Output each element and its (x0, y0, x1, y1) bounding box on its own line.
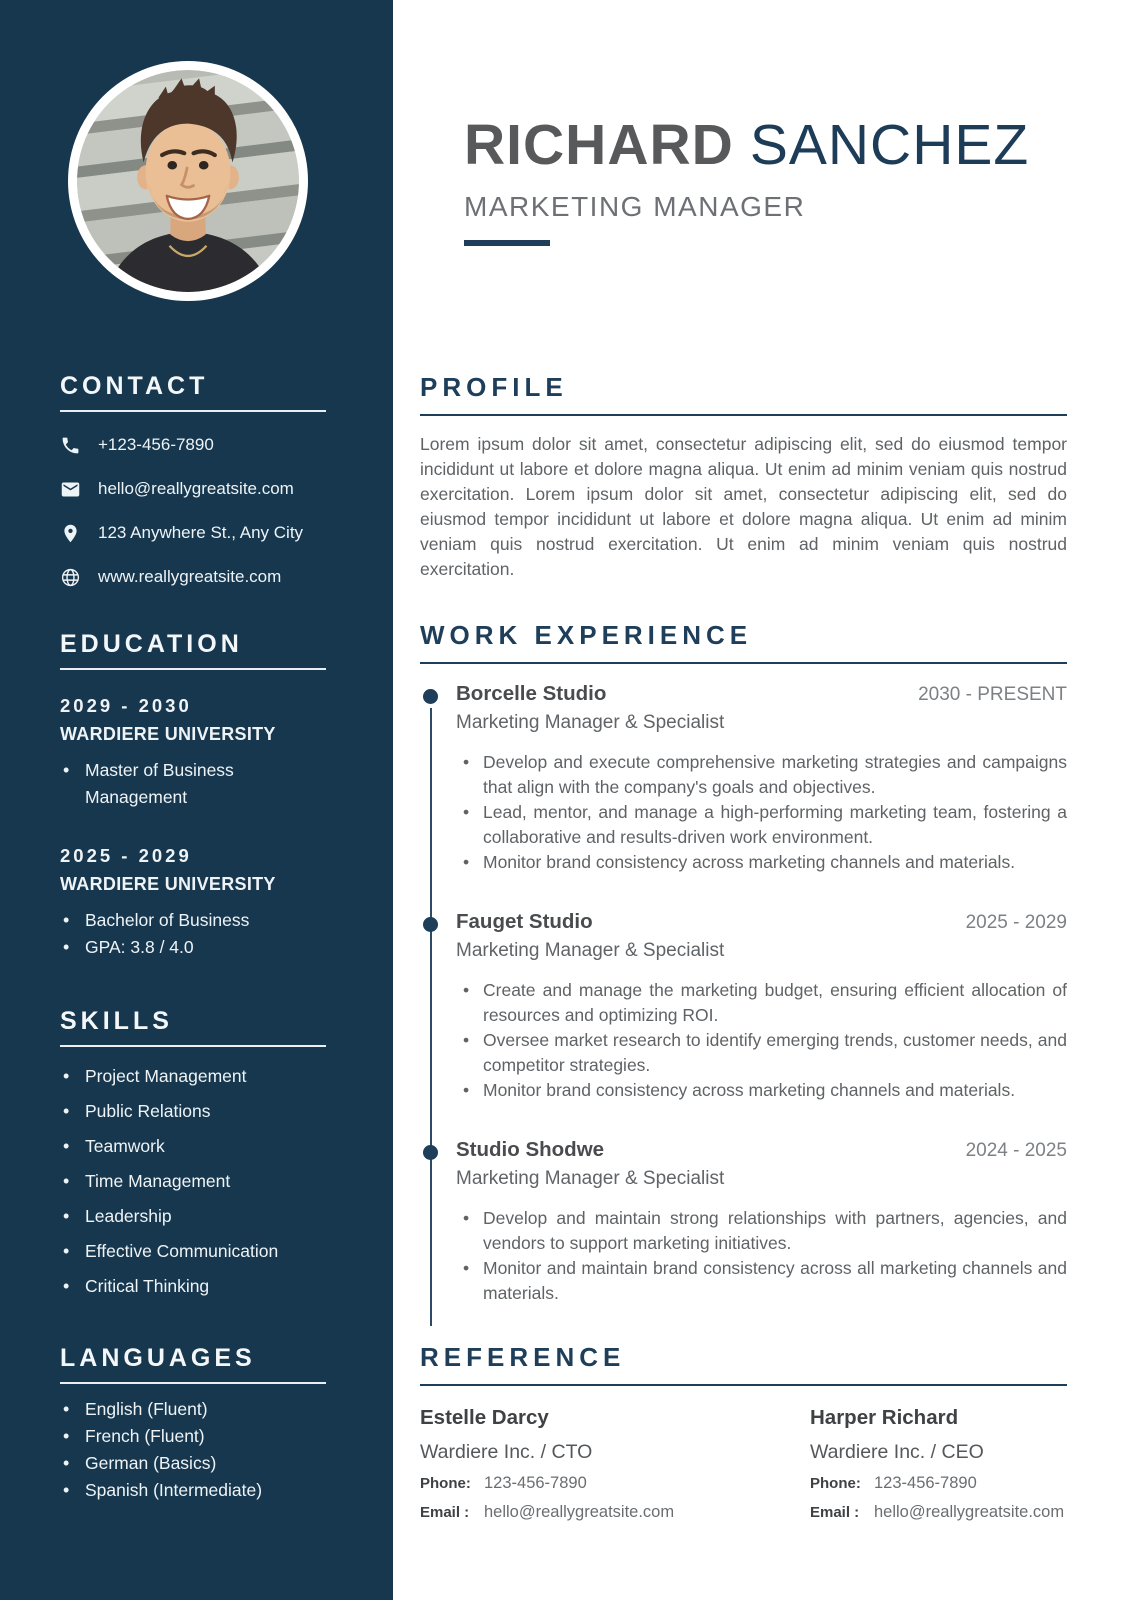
job-company: Borcelle Studio (456, 682, 607, 705)
timeline-dot (423, 1145, 438, 1160)
reference-email: hello@reallygreatsite.com (484, 1503, 675, 1521)
timeline-dot (423, 917, 438, 932)
language-item: • German (Basics) (60, 1450, 326, 1477)
job-bullet: • Develop and maintain strong relationships with partners, agencies, and vendors to support marketing initiatives. (456, 1206, 1067, 1256)
education-bullets (60, 757, 326, 811)
contact-rule (60, 410, 326, 412)
languages-heading: LANGUAGES (60, 1344, 256, 1372)
contact-item-website (60, 566, 326, 588)
contact-email: hello@reallygreatsite.com (98, 479, 294, 498)
name-block (464, 113, 1030, 246)
profile-heading: PROFILE (420, 372, 568, 402)
reference-entry (810, 1406, 1064, 1522)
contact-website: www.reallygreatsite.com (98, 567, 282, 586)
education-years: 2025 - 2029 (60, 845, 192, 866)
globe-icon (60, 566, 82, 588)
job-bullets (456, 978, 1067, 1103)
job-head (456, 682, 1067, 706)
email-icon (60, 478, 82, 500)
education-school: WARDIERE UNIVERSITY (60, 874, 276, 894)
email-label: Email : (810, 1504, 860, 1521)
education-bullets (60, 907, 326, 961)
contact-section (60, 372, 326, 588)
skill-item: • Leadership (60, 1203, 326, 1230)
contact-address: 123 Anywhere St., Any City (98, 523, 304, 542)
reference-columns (420, 1406, 1067, 1522)
reference-name: Estelle Darcy (420, 1406, 549, 1429)
languages-rule (60, 1382, 326, 1384)
last-name: SANCHEZ (749, 113, 1030, 177)
job-bullet: • Create and manage the marketing budget, ensuring efficient allocation of resources and optimizing ROI. (456, 978, 1067, 1028)
job-head (456, 1138, 1067, 1162)
education-years: 2029 - 2030 (60, 695, 192, 716)
profile-photo (68, 61, 308, 301)
reference-email-row (420, 1503, 810, 1522)
first-name: RICHARD (464, 113, 734, 177)
work-experience-heading: WORK EXPERIENCE (420, 620, 753, 650)
education-heading: EDUCATION (60, 630, 243, 658)
reference-phone: 123-456-7890 (874, 1474, 977, 1492)
education-entry (60, 695, 326, 811)
language-item: • Spanish (Intermediate) (60, 1477, 326, 1504)
reference-email-row (810, 1503, 1064, 1522)
contact-item-email (60, 478, 326, 500)
job-role: Marketing Manager & Specialist (456, 712, 725, 733)
job-dates: 2030 - PRESENT (918, 684, 1067, 705)
job-head (456, 910, 1067, 934)
languages-list (60, 1396, 326, 1504)
reference-phone: 123-456-7890 (484, 1474, 587, 1492)
education-entry (60, 845, 326, 961)
language-item: • French (Fluent) (60, 1423, 326, 1450)
education-rule (60, 668, 326, 670)
job-entry (456, 1138, 1067, 1306)
profile-section (420, 372, 1067, 582)
sidebar (0, 0, 393, 1600)
job-bullets (456, 1206, 1067, 1306)
reference-phone-row (420, 1474, 810, 1493)
skills-rule (60, 1045, 326, 1047)
job-bullet: • Oversee market research to identify emerging trends, customer needs, and competitor strategies. (456, 1028, 1067, 1078)
job-entry (456, 910, 1067, 1103)
skill-item: • Public Relations (60, 1098, 326, 1125)
skills-list (60, 1063, 326, 1300)
skill-item: • Time Management (60, 1168, 326, 1195)
profile-rule (420, 414, 1067, 416)
education-bullet: • GPA: 3.8 / 4.0 (60, 934, 326, 961)
email-label: Email : (420, 1504, 470, 1521)
contact-item-phone (60, 434, 326, 456)
title-underline (464, 240, 550, 246)
sidebar-content (60, 372, 326, 1504)
job-dates: 2024 - 2025 (965, 1140, 1067, 1161)
job-bullet: • Monitor brand consistency across marketing channels and materials. (456, 1078, 1067, 1103)
job-entry (456, 682, 1067, 875)
skills-section (60, 1007, 326, 1300)
jobs-list (420, 682, 1067, 1306)
job-role: Marketing Manager & Specialist (456, 1168, 725, 1189)
job-bullets (456, 750, 1067, 875)
job-bullet: • Monitor brand consistency across marketing channels and materials. (456, 850, 1067, 875)
education-bullet: • Bachelor of Business (60, 907, 326, 934)
job-bullet: • Monitor and maintain brand consistency across all marketing channels and materials. (456, 1256, 1067, 1306)
work-experience-rule (420, 662, 1067, 664)
timeline-dot (423, 689, 438, 704)
education-section (60, 630, 326, 961)
skill-item: • Effective Communication (60, 1238, 326, 1265)
job-bullet: • Lead, mentor, and manage a high-performing marketing team, fostering a collaborative and results-driven work environment. (456, 800, 1067, 850)
reference-heading: REFERENCE (420, 1342, 626, 1372)
reference-email: hello@reallygreatsite.com (874, 1503, 1065, 1521)
profile-text: Lorem ipsum dolor sit amet, consectetur adipiscing elit, sed do eiusmod tempor incididunt ut labore et dolore magna aliqua. Ut enim ad minim veniam quis nostrud exercitation. Lorem ipsum dolor sit amet, consectetur adipiscing elit, sed do eiusmod tempor incididunt ut labore et dolore magna aliqua. Ut enim ad minim veniam quis nostrud exercitation. Ut enim ad minim veniam quis nostrud exercitation. (420, 434, 1067, 579)
job-company: Fauget Studio (456, 910, 593, 933)
phone-label: Phone: (810, 1475, 861, 1492)
location-icon (60, 522, 82, 544)
person-name (464, 113, 1030, 177)
language-item: • English (Fluent) (60, 1396, 326, 1423)
skill-item: • Project Management (60, 1063, 326, 1090)
reference-name: Harper Richard (810, 1406, 959, 1429)
contact-phone: +123-456-7890 (98, 435, 214, 454)
contact-heading: CONTACT (60, 372, 209, 400)
job-role: Marketing Manager & Specialist (456, 940, 725, 961)
reference-rule (420, 1384, 1067, 1386)
contact-item-address (60, 522, 326, 544)
phone-label: Phone: (420, 1475, 471, 1492)
skill-item: • Critical Thinking (60, 1273, 326, 1300)
languages-section (60, 1344, 326, 1504)
reference-section (420, 1342, 1067, 1522)
reference-company-role: Wardiere Inc. / CEO (810, 1441, 984, 1463)
reference-company-role: Wardiere Inc. / CTO (420, 1441, 593, 1463)
skill-item: • Teamwork (60, 1133, 326, 1160)
phone-icon (60, 434, 82, 456)
job-dates: 2025 - 2029 (965, 912, 1067, 933)
work-experience-section (420, 620, 1067, 1306)
job-bullet: • Develop and execute comprehensive marketing strategies and campaigns that align with the company's goals and objectives. (456, 750, 1067, 800)
education-bullet: • Master of Business Management (60, 757, 326, 811)
education-school: WARDIERE UNIVERSITY (60, 724, 276, 744)
timeline-line (430, 708, 432, 1326)
job-company: Studio Shodwe (456, 1138, 605, 1161)
person-job-title: MARKETING MANAGER (464, 190, 806, 222)
reference-phone-row (810, 1474, 1064, 1493)
skills-heading: SKILLS (60, 1007, 173, 1035)
reference-entry (420, 1406, 810, 1522)
contact-list (60, 434, 326, 588)
avatar (77, 70, 299, 292)
